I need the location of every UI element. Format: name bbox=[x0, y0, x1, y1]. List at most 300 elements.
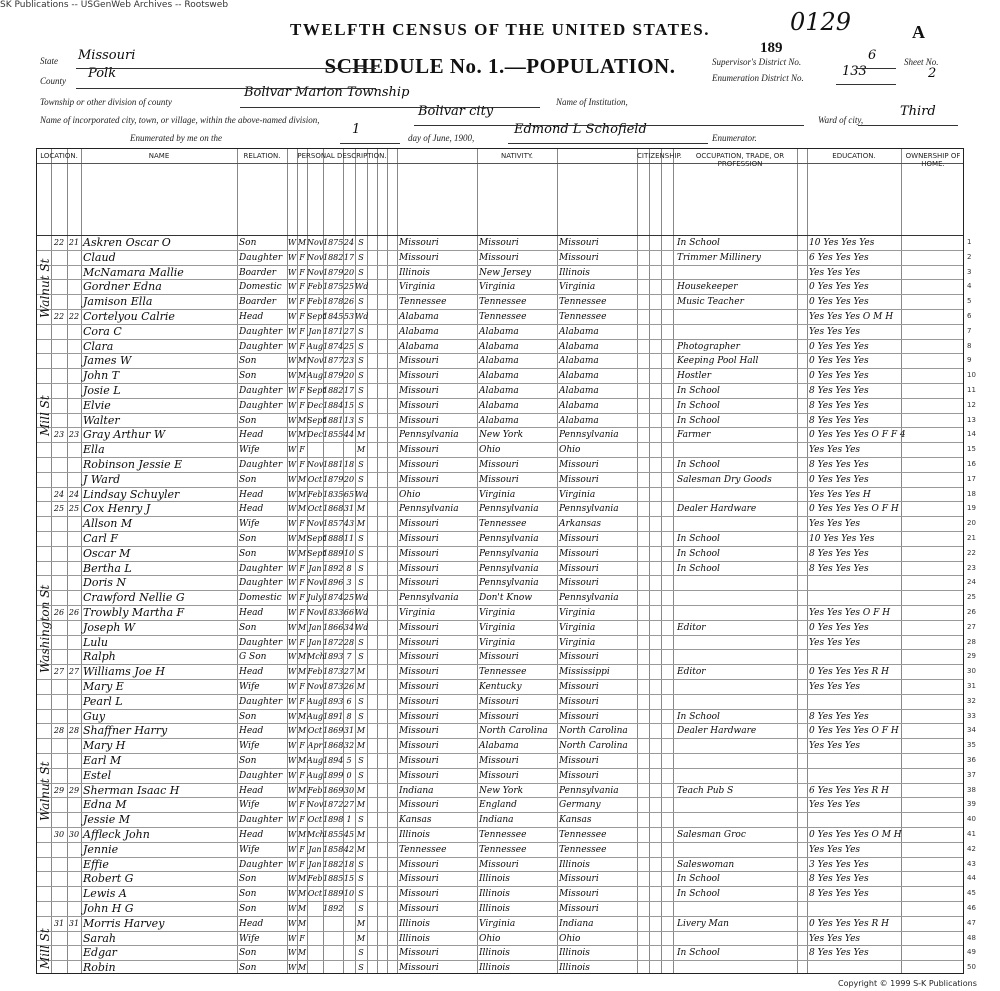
cell-fb: Missouri bbox=[479, 460, 519, 470]
cell-pb: Indiana bbox=[399, 785, 434, 796]
cell-yr: 1881 bbox=[323, 415, 344, 425]
cell-age: 43 bbox=[343, 519, 355, 529]
cell-age: 27 bbox=[343, 667, 355, 677]
cell-ms: S bbox=[358, 859, 364, 869]
cell-age: 28 bbox=[343, 637, 355, 647]
cell-mo: Nov bbox=[307, 519, 324, 529]
source-bar: SK Publications -- USGenWeb Archives -- Rootsweb bbox=[0, 0, 229, 10]
cell-fb: Ohio bbox=[479, 933, 501, 944]
row-number: 13 bbox=[967, 415, 976, 424]
cell-mo: Feb bbox=[307, 785, 323, 795]
cell-mb: Virginia bbox=[559, 282, 596, 293]
cell-c: W bbox=[287, 933, 297, 943]
cell-pb: Missouri bbox=[399, 696, 439, 707]
cell-ms: M bbox=[356, 830, 366, 839]
cell-c: W bbox=[287, 267, 297, 277]
cell-fam bbox=[67, 562, 81, 577]
cell-fam bbox=[67, 340, 81, 355]
cell-c: W bbox=[287, 904, 297, 913]
cell-ed: Yes Yes Yes bbox=[809, 800, 861, 811]
cell-rel: Daughter bbox=[239, 400, 283, 411]
state-value: Missouri bbox=[78, 48, 136, 63]
cell-dw bbox=[51, 517, 67, 532]
cell-occ: In School bbox=[677, 889, 720, 900]
cell-dw bbox=[51, 769, 67, 784]
cell-ms: S bbox=[358, 386, 364, 395]
header-ownership: OWNERSHIP OF HOME. bbox=[905, 152, 961, 168]
cell-rel: Wife bbox=[239, 519, 260, 530]
cell-yr: 1884 bbox=[323, 400, 344, 410]
cell-occ: In School bbox=[677, 711, 720, 722]
cell-mo: Apr bbox=[307, 741, 323, 751]
row-number: 17 bbox=[967, 474, 976, 483]
row-number: 37 bbox=[967, 770, 976, 779]
cell-mb: Kansas bbox=[559, 815, 592, 826]
cell-yr: 1874 bbox=[323, 593, 344, 603]
cell-pb: Missouri bbox=[399, 948, 439, 959]
cell-fam bbox=[67, 399, 81, 414]
cell-dw bbox=[51, 961, 67, 976]
cell-fb: Virginia bbox=[479, 918, 516, 929]
cell-c: W bbox=[287, 400, 297, 410]
cell-mo: Nov bbox=[307, 356, 324, 366]
cell-fb: Tennessee bbox=[479, 667, 527, 678]
cell-ed: Yes Yes Yes bbox=[809, 933, 861, 944]
cell-dw bbox=[51, 754, 67, 769]
cell-ed bbox=[809, 769, 965, 784]
row-number: 3 bbox=[967, 267, 972, 276]
cell-yr: 1879 bbox=[323, 371, 344, 381]
cell-name: Ralph bbox=[83, 650, 116, 664]
cell-dw bbox=[51, 384, 67, 399]
cell-pb: Missouri bbox=[399, 519, 439, 530]
cell-occ: In School bbox=[677, 534, 720, 544]
cell-name: Robin bbox=[83, 961, 116, 975]
cell-fam bbox=[67, 251, 81, 266]
cell-occ: Editor bbox=[677, 622, 706, 633]
cell-rel: Son bbox=[239, 622, 257, 633]
county-label: County bbox=[40, 76, 66, 86]
row-number: 22 bbox=[967, 548, 976, 557]
cell-ed: Yes Yes Yes O F H bbox=[809, 608, 891, 618]
cell-rel: Daughter bbox=[239, 578, 283, 589]
cell-name: John H G bbox=[83, 902, 134, 915]
cell-s: M bbox=[297, 371, 307, 381]
cell-fam: 31 bbox=[68, 918, 80, 928]
cell-yr: 1872 bbox=[323, 637, 344, 647]
row-number: 33 bbox=[967, 711, 976, 720]
cell-mb: Pennsylvania bbox=[559, 430, 619, 441]
cell-yr bbox=[323, 932, 343, 947]
cell-ed: 0 Yes Yes Yes bbox=[809, 341, 869, 352]
row-number: 11 bbox=[967, 386, 976, 394]
cell-s: F bbox=[299, 933, 305, 943]
cell-rel: Son bbox=[239, 238, 257, 248]
cell-name: Estel bbox=[83, 768, 112, 782]
cell-s: M bbox=[297, 904, 307, 913]
cell-mo: Aug bbox=[307, 711, 324, 721]
cell-occ: In School bbox=[677, 238, 720, 248]
cell-pb: Missouri bbox=[399, 252, 439, 263]
cell-fb: Illinois bbox=[479, 948, 510, 959]
cell-yr: 1893 bbox=[323, 652, 344, 662]
cell-mo: Jan bbox=[308, 859, 322, 869]
cell-mb: North Carolina bbox=[559, 741, 628, 752]
cell-rel: Head bbox=[239, 667, 264, 678]
cell-age: 27 bbox=[343, 326, 355, 336]
cell-pb: Kansas bbox=[399, 815, 432, 826]
cell-yr: 1866 bbox=[323, 622, 344, 632]
cell-dw bbox=[51, 295, 67, 310]
cell-age: 26 bbox=[343, 682, 355, 691]
cell-yr: 1882 bbox=[323, 386, 344, 395]
cell-mb: Tennessee bbox=[559, 297, 607, 308]
cell-fam bbox=[67, 280, 81, 295]
cell-ms: S bbox=[358, 356, 364, 366]
cell-fam: 25 bbox=[68, 504, 80, 514]
cell-rel: Son bbox=[239, 548, 257, 559]
cell-ms: M bbox=[356, 504, 366, 514]
cell-mb: Missouri bbox=[559, 889, 599, 900]
cell-yr: 1893 bbox=[323, 696, 344, 706]
cell-yr: 1881 bbox=[323, 460, 344, 469]
cell-occ bbox=[677, 813, 797, 828]
cell-name: James W bbox=[83, 354, 132, 368]
cell-s: F bbox=[299, 326, 305, 336]
cell-rel: Son bbox=[239, 756, 257, 766]
cell-fb: Alabama bbox=[479, 371, 519, 382]
cell-s: M bbox=[297, 238, 307, 247]
cell-ed bbox=[809, 591, 965, 606]
cell-age bbox=[343, 917, 355, 932]
cell-dw bbox=[51, 798, 67, 813]
cell-pb: Pennsylvania bbox=[399, 504, 459, 515]
cell-ed: Yes Yes Yes bbox=[809, 519, 861, 530]
row-number: 8 bbox=[967, 341, 972, 350]
cell-yr: 1889 bbox=[323, 889, 344, 899]
cell-occ: In School bbox=[677, 460, 720, 470]
cell-age: 25 bbox=[343, 341, 355, 351]
street-name: Walnut St bbox=[38, 761, 52, 821]
cell-ed: 0 Yes Yes Yes bbox=[809, 282, 869, 293]
cell-mb: Alabama bbox=[559, 356, 599, 367]
cell-ed: Yes Yes Yes bbox=[809, 741, 861, 752]
cell-ed: Yes Yes Yes bbox=[809, 637, 861, 648]
cell-pb: Alabama bbox=[399, 326, 439, 337]
county-value: Polk bbox=[88, 66, 117, 81]
cell-dw bbox=[51, 532, 67, 547]
cell-s: F bbox=[299, 400, 305, 410]
cell-rel: Son bbox=[239, 474, 257, 485]
cell-mo: Jan bbox=[308, 622, 322, 632]
cell-ed: 8 Yes Yes Yes bbox=[809, 400, 869, 411]
cell-c: W bbox=[287, 770, 297, 780]
cell-fb: Virginia bbox=[479, 622, 516, 633]
cell-age: 53 bbox=[343, 312, 355, 321]
cell-mo: Sept bbox=[307, 548, 326, 558]
cell-pb: Alabama bbox=[399, 341, 439, 352]
cell-pb: Virginia bbox=[399, 608, 436, 618]
cell-occ: In School bbox=[677, 400, 720, 411]
cell-s: F bbox=[299, 563, 305, 573]
cell-fb: Missouri bbox=[479, 474, 519, 485]
cell-rel: Daughter bbox=[239, 696, 283, 707]
cell-mo: Sept bbox=[307, 415, 326, 425]
cell-s: M bbox=[297, 622, 307, 632]
cell-mb: Missouri bbox=[559, 238, 599, 248]
cell-s: F bbox=[299, 696, 305, 706]
cell-fam bbox=[67, 414, 81, 429]
row-number: 6 bbox=[967, 312, 972, 320]
cell-pb: Ohio bbox=[399, 489, 421, 500]
cell-fam bbox=[67, 754, 81, 769]
enumerator-label: Enumerator. bbox=[712, 133, 757, 143]
cell-fam bbox=[67, 961, 81, 976]
cell-mo: Aug bbox=[307, 371, 324, 381]
cell-name: Shaffner Harry bbox=[83, 724, 168, 738]
row-number: 2 bbox=[967, 252, 972, 261]
cell-ms: M bbox=[356, 726, 366, 736]
cell-rel: Head bbox=[239, 608, 264, 618]
ward-label: Ward of city, bbox=[818, 115, 864, 125]
cell-mb: Missouri bbox=[559, 252, 599, 263]
cell-age: 25 bbox=[343, 282, 355, 292]
cell-yr: 1868 bbox=[323, 504, 344, 514]
row-number: 12 bbox=[967, 400, 976, 409]
cell-pb: Illinois bbox=[399, 918, 430, 929]
cell-dw bbox=[51, 858, 67, 873]
cell-c: W bbox=[287, 682, 297, 691]
cell-yr bbox=[323, 443, 343, 458]
cell-age: 25 bbox=[343, 593, 355, 603]
cell-ms: S bbox=[358, 267, 364, 277]
cell-s: F bbox=[299, 741, 305, 751]
cell-ms: Wd bbox=[355, 622, 369, 632]
cell-yr: 1857 bbox=[323, 519, 344, 529]
row-number: 15 bbox=[967, 445, 976, 454]
cell-mo: Nov bbox=[307, 608, 324, 617]
row-number: 43 bbox=[967, 859, 976, 868]
cell-rel: Wife bbox=[239, 800, 260, 811]
cell-ms: M bbox=[356, 933, 366, 943]
cell-mo: Aug bbox=[307, 696, 324, 706]
cell-occ bbox=[677, 636, 797, 651]
cell-s: M bbox=[297, 667, 307, 677]
cell-mb: Virginia bbox=[559, 622, 596, 633]
cell-name: Williams Joe H bbox=[83, 665, 165, 679]
cell-c: W bbox=[287, 504, 297, 514]
row-number: 46 bbox=[967, 904, 976, 912]
cell-occ bbox=[677, 488, 797, 503]
cell-ms: S bbox=[358, 371, 364, 381]
cell-fb: Pennsylvania bbox=[479, 563, 539, 574]
cell-occ bbox=[677, 902, 797, 917]
cell-s: F bbox=[299, 267, 305, 277]
cell-fam bbox=[67, 621, 81, 636]
cell-dw bbox=[51, 739, 67, 754]
cell-age: 24 bbox=[343, 238, 355, 247]
cell-c: W bbox=[287, 622, 297, 632]
cell-dw bbox=[51, 843, 67, 858]
cell-pb: Missouri bbox=[399, 578, 439, 589]
cell-yr: 1882 bbox=[323, 859, 344, 869]
header-citizenship: CITIZENSHIP. bbox=[637, 152, 682, 160]
row-number: 42 bbox=[967, 844, 976, 853]
row-number: 25 bbox=[967, 593, 976, 602]
census-table bbox=[36, 148, 976, 975]
cell-s: M bbox=[297, 963, 307, 973]
cell-dw bbox=[51, 399, 67, 414]
cell-fb: Missouri bbox=[479, 756, 519, 766]
cell-rel: Head bbox=[239, 504, 264, 515]
cell-occ: Music Teacher bbox=[677, 297, 744, 308]
cell-s: F bbox=[299, 770, 305, 780]
cell-mb: North Carolina bbox=[559, 726, 628, 737]
cell-fam bbox=[67, 532, 81, 547]
cell-occ bbox=[677, 932, 797, 947]
cell-age: 32 bbox=[343, 741, 355, 751]
cell-c: W bbox=[287, 460, 297, 469]
cell-age: 34 bbox=[343, 622, 355, 632]
row-number: 47 bbox=[967, 918, 976, 927]
cell-name: Askren Oscar O bbox=[83, 236, 171, 249]
cell-dw: 22 bbox=[53, 238, 65, 247]
cell-ed: 6 Yes Yes Yes bbox=[809, 252, 869, 263]
cell-mb: Arkansas bbox=[559, 519, 602, 530]
cell-ed: 8 Yes Yes Yes bbox=[809, 889, 869, 900]
cell-age: 3 bbox=[346, 578, 352, 588]
cell-mo: Feb bbox=[307, 489, 323, 499]
cell-yr: 1892 bbox=[323, 904, 344, 913]
cell-name: Edgar bbox=[83, 946, 117, 960]
census-year: 189 bbox=[760, 40, 783, 56]
cell-mo: Mch bbox=[307, 830, 325, 839]
cell-fb: Tennessee bbox=[479, 297, 527, 308]
cell-mb: Germany bbox=[559, 800, 601, 811]
row-number: 35 bbox=[967, 741, 976, 750]
cell-occ: In School bbox=[677, 874, 720, 885]
cell-age: 1 bbox=[346, 815, 352, 825]
cell-c: W bbox=[287, 963, 297, 973]
cell-fam bbox=[67, 887, 81, 902]
row-number: 36 bbox=[967, 756, 976, 764]
cell-c: W bbox=[287, 785, 297, 795]
cell-mo: Jan bbox=[308, 637, 322, 647]
cell-fb: Kentucky bbox=[479, 682, 522, 692]
cell-mo bbox=[307, 961, 323, 976]
cell-mb: Alabama bbox=[559, 371, 599, 382]
cell-occ: In School bbox=[677, 386, 720, 396]
cell-age: 20 bbox=[343, 267, 355, 277]
cell-yr: 1874 bbox=[323, 341, 344, 351]
cell-ms: M bbox=[356, 918, 366, 928]
cell-yr: 1877 bbox=[323, 356, 344, 366]
header-education: EDUCATION. bbox=[832, 152, 876, 160]
cell-age: 17 bbox=[343, 386, 355, 395]
cell-mo: Oct bbox=[307, 889, 323, 899]
cell-occ bbox=[677, 517, 797, 532]
cell-occ bbox=[677, 325, 797, 340]
cell-yr: 1885 bbox=[323, 874, 344, 884]
cell-mo: Sept bbox=[307, 386, 326, 395]
cell-mb: Pennsylvania bbox=[559, 504, 619, 515]
cell-yr: 1868 bbox=[323, 741, 344, 751]
cell-occ: In School bbox=[677, 548, 720, 559]
cell-mb: Illinois bbox=[559, 267, 590, 278]
cell-mb: Virginia bbox=[559, 608, 596, 618]
cell-s: F bbox=[299, 519, 305, 529]
cell-s: M bbox=[297, 711, 307, 721]
cell-ed: Yes Yes Yes H bbox=[809, 489, 871, 500]
cell-occ bbox=[677, 606, 797, 621]
row-number: 40 bbox=[967, 815, 976, 824]
cell-mb: Virginia bbox=[559, 637, 596, 648]
cell-yr: 1845 bbox=[323, 312, 344, 321]
cell-s: F bbox=[299, 460, 305, 469]
cell-yr: 1879 bbox=[323, 474, 344, 484]
cell-name: Mary E bbox=[83, 680, 124, 693]
cell-fb: Virginia bbox=[479, 608, 516, 618]
cell-ms: Wd bbox=[355, 489, 369, 499]
cell-fam bbox=[67, 858, 81, 873]
cell-pb: Missouri bbox=[399, 726, 439, 737]
cell-ms: M bbox=[356, 785, 366, 795]
cell-c: W bbox=[287, 371, 297, 381]
cell-age: 10 bbox=[343, 889, 355, 899]
row-number: 30 bbox=[967, 667, 976, 676]
cell-name: Ella bbox=[83, 443, 105, 457]
cell-ms: S bbox=[358, 400, 364, 410]
institution-label: Name of Institution, bbox=[556, 97, 628, 107]
cell-fam bbox=[67, 547, 81, 562]
cell-ms: S bbox=[358, 889, 364, 899]
cell-ms: M bbox=[356, 800, 366, 810]
cell-fb: Missouri bbox=[479, 711, 519, 722]
cell-mb: Pennsylvania bbox=[559, 785, 619, 796]
cell-rel: Son bbox=[239, 874, 257, 885]
ward-value: Third bbox=[900, 104, 936, 119]
enumeration-value: 133 bbox=[842, 64, 867, 79]
cell-occ: Keeping Pool Hall bbox=[677, 356, 759, 367]
cell-name: Sarah bbox=[83, 931, 116, 945]
cell-s: F bbox=[299, 297, 305, 307]
cell-name: Lulu bbox=[83, 635, 108, 649]
cell-c: W bbox=[287, 815, 297, 825]
street-name: Mill St bbox=[38, 395, 52, 437]
cell-rel: Daughter bbox=[239, 637, 283, 648]
cell-dw bbox=[51, 473, 67, 488]
cell-ed bbox=[809, 650, 965, 665]
cell-occ: Trimmer Millinery bbox=[677, 252, 761, 263]
cell-mb: Missouri bbox=[559, 578, 599, 589]
cell-pb: Missouri bbox=[399, 667, 439, 678]
cell-pb: Illinois bbox=[399, 933, 430, 944]
cell-mb: Illinois bbox=[559, 948, 590, 959]
cell-ed: 8 Yes Yes Yes bbox=[809, 386, 869, 396]
cell-pb: Missouri bbox=[399, 534, 439, 544]
cell-age: 6 bbox=[346, 696, 352, 706]
cell-occ bbox=[677, 591, 797, 606]
cell-pb: Illinois bbox=[399, 830, 430, 840]
cell-mb: Missouri bbox=[559, 756, 599, 766]
cell-mo: Oct bbox=[307, 474, 323, 484]
cell-name: Joseph W bbox=[83, 620, 136, 634]
row-number: 16 bbox=[967, 460, 976, 468]
cell-mo: Aug bbox=[307, 756, 324, 765]
cell-ed: 0 Yes Yes Yes bbox=[809, 622, 869, 633]
cell-ms: S bbox=[358, 874, 364, 884]
cell-rel: Son bbox=[239, 371, 257, 382]
